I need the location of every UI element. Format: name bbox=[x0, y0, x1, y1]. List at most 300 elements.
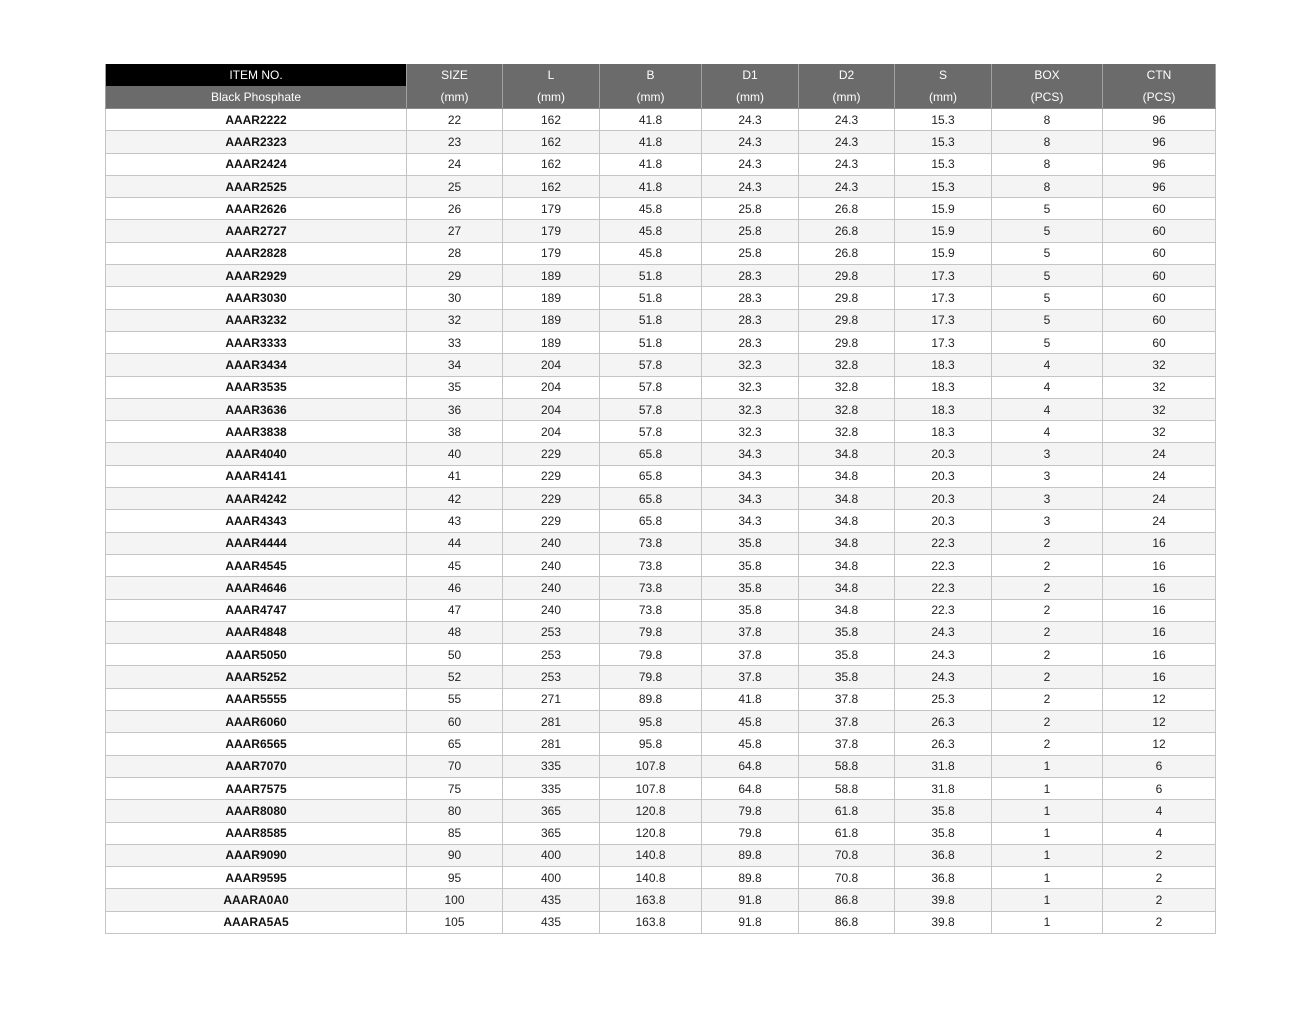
cell-s: 36.8 bbox=[895, 867, 992, 889]
cell-item-no: AAAR4141 bbox=[106, 465, 407, 487]
cell-box: 5 bbox=[992, 220, 1103, 242]
cell-item-no: AAAR4545 bbox=[106, 554, 407, 576]
table-row bbox=[106, 621, 1216, 643]
cell-size: 38 bbox=[407, 421, 503, 443]
cell-b: 65.8 bbox=[600, 465, 702, 487]
table-row bbox=[106, 755, 1216, 777]
cell-box: 1 bbox=[992, 800, 1103, 822]
cell-l: 271 bbox=[503, 688, 600, 710]
unit-d2: (mm) bbox=[799, 86, 895, 109]
cell-l: 162 bbox=[503, 175, 600, 197]
cell-d2: 86.8 bbox=[799, 889, 895, 911]
cell-size: 85 bbox=[407, 822, 503, 844]
cell-s: 31.8 bbox=[895, 777, 992, 799]
cell-s: 36.8 bbox=[895, 844, 992, 866]
table-row bbox=[106, 421, 1216, 443]
cell-d1: 32.3 bbox=[702, 376, 799, 398]
cell-d2: 58.8 bbox=[799, 777, 895, 799]
cell-d2: 29.8 bbox=[799, 331, 895, 353]
table-row bbox=[106, 488, 1216, 510]
cell-l: 240 bbox=[503, 599, 600, 621]
cell-s: 15.3 bbox=[895, 109, 992, 131]
table-row bbox=[106, 242, 1216, 264]
unit-l: (mm) bbox=[503, 86, 600, 109]
cell-ctn: 32 bbox=[1103, 354, 1216, 376]
cell-d2: 70.8 bbox=[799, 844, 895, 866]
cell-ctn: 96 bbox=[1103, 131, 1216, 153]
header-ctn: CTN bbox=[1103, 64, 1216, 86]
cell-b: 45.8 bbox=[600, 242, 702, 264]
table-row bbox=[106, 666, 1216, 688]
cell-d2: 58.8 bbox=[799, 755, 895, 777]
cell-s: 22.3 bbox=[895, 577, 992, 599]
table-row bbox=[106, 198, 1216, 220]
cell-l: 400 bbox=[503, 844, 600, 866]
cell-b: 65.8 bbox=[600, 510, 702, 532]
table-header bbox=[106, 64, 1216, 109]
cell-l: 229 bbox=[503, 443, 600, 465]
cell-ctn: 16 bbox=[1103, 599, 1216, 621]
cell-item-no: AAAR7575 bbox=[106, 777, 407, 799]
cell-l: 335 bbox=[503, 777, 600, 799]
cell-size: 29 bbox=[407, 265, 503, 287]
cell-l: 189 bbox=[503, 265, 600, 287]
cell-size: 100 bbox=[407, 889, 503, 911]
cell-size: 27 bbox=[407, 220, 503, 242]
cell-ctn: 12 bbox=[1103, 711, 1216, 733]
cell-l: 281 bbox=[503, 733, 600, 755]
cell-d2: 24.3 bbox=[799, 175, 895, 197]
cell-d1: 24.3 bbox=[702, 131, 799, 153]
header-finish: Black Phosphate bbox=[106, 86, 407, 109]
cell-item-no: AAAR2929 bbox=[106, 265, 407, 287]
cell-item-no: AAAR4747 bbox=[106, 599, 407, 621]
cell-s: 20.3 bbox=[895, 443, 992, 465]
cell-d1: 64.8 bbox=[702, 777, 799, 799]
table-row bbox=[106, 911, 1216, 933]
cell-item-no: AAARA0A0 bbox=[106, 889, 407, 911]
cell-size: 43 bbox=[407, 510, 503, 532]
table-row bbox=[106, 153, 1216, 175]
cell-box: 8 bbox=[992, 175, 1103, 197]
cell-d1: 25.8 bbox=[702, 242, 799, 264]
cell-d2: 24.3 bbox=[799, 109, 895, 131]
cell-d1: 34.3 bbox=[702, 443, 799, 465]
cell-size: 33 bbox=[407, 331, 503, 353]
cell-box: 5 bbox=[992, 309, 1103, 331]
cell-item-no: AAAR4040 bbox=[106, 443, 407, 465]
header-row-units bbox=[106, 86, 1216, 109]
cell-ctn: 16 bbox=[1103, 644, 1216, 666]
cell-l: 189 bbox=[503, 309, 600, 331]
cell-s: 17.3 bbox=[895, 287, 992, 309]
table-body bbox=[106, 109, 1216, 934]
cell-b: 45.8 bbox=[600, 220, 702, 242]
cell-b: 73.8 bbox=[600, 599, 702, 621]
cell-box: 2 bbox=[992, 733, 1103, 755]
cell-item-no: AAAR2525 bbox=[106, 175, 407, 197]
cell-item-no: AAAR3838 bbox=[106, 421, 407, 443]
cell-box: 1 bbox=[992, 822, 1103, 844]
cell-d2: 34.8 bbox=[799, 443, 895, 465]
cell-b: 41.8 bbox=[600, 175, 702, 197]
cell-d2: 70.8 bbox=[799, 867, 895, 889]
cell-d2: 34.8 bbox=[799, 577, 895, 599]
cell-d2: 26.8 bbox=[799, 242, 895, 264]
cell-item-no: AAAR5050 bbox=[106, 644, 407, 666]
cell-b: 57.8 bbox=[600, 376, 702, 398]
cell-size: 30 bbox=[407, 287, 503, 309]
cell-d2: 24.3 bbox=[799, 131, 895, 153]
cell-item-no: AAAR8080 bbox=[106, 800, 407, 822]
cell-ctn: 60 bbox=[1103, 220, 1216, 242]
cell-size: 52 bbox=[407, 666, 503, 688]
cell-size: 65 bbox=[407, 733, 503, 755]
cell-item-no: AAARA5A5 bbox=[106, 911, 407, 933]
cell-size: 44 bbox=[407, 532, 503, 554]
cell-d2: 34.8 bbox=[799, 510, 895, 532]
cell-d1: 35.8 bbox=[702, 554, 799, 576]
cell-l: 162 bbox=[503, 109, 600, 131]
cell-s: 24.3 bbox=[895, 644, 992, 666]
cell-item-no: AAAR5252 bbox=[106, 666, 407, 688]
cell-l: 229 bbox=[503, 465, 600, 487]
cell-s: 39.8 bbox=[895, 911, 992, 933]
cell-b: 140.8 bbox=[600, 844, 702, 866]
cell-l: 179 bbox=[503, 220, 600, 242]
cell-b: 51.8 bbox=[600, 309, 702, 331]
table-row bbox=[106, 109, 1216, 131]
cell-size: 75 bbox=[407, 777, 503, 799]
cell-b: 41.8 bbox=[600, 153, 702, 175]
cell-box: 1 bbox=[992, 844, 1103, 866]
cell-l: 365 bbox=[503, 800, 600, 822]
cell-s: 18.3 bbox=[895, 376, 992, 398]
cell-ctn: 60 bbox=[1103, 265, 1216, 287]
cell-ctn: 12 bbox=[1103, 733, 1216, 755]
cell-l: 204 bbox=[503, 376, 600, 398]
cell-l: 281 bbox=[503, 711, 600, 733]
cell-box: 4 bbox=[992, 421, 1103, 443]
cell-l: 365 bbox=[503, 822, 600, 844]
table-row bbox=[106, 131, 1216, 153]
cell-d1: 35.8 bbox=[702, 599, 799, 621]
cell-size: 34 bbox=[407, 354, 503, 376]
cell-item-no: AAAR2727 bbox=[106, 220, 407, 242]
cell-item-no: AAAR3232 bbox=[106, 309, 407, 331]
cell-b: 79.8 bbox=[600, 644, 702, 666]
cell-item-no: AAAR3333 bbox=[106, 331, 407, 353]
cell-d1: 28.3 bbox=[702, 331, 799, 353]
cell-l: 204 bbox=[503, 421, 600, 443]
cell-b: 163.8 bbox=[600, 889, 702, 911]
cell-s: 20.3 bbox=[895, 465, 992, 487]
cell-d2: 37.8 bbox=[799, 711, 895, 733]
cell-ctn: 60 bbox=[1103, 198, 1216, 220]
table-row bbox=[106, 688, 1216, 710]
cell-b: 89.8 bbox=[600, 688, 702, 710]
cell-item-no: AAAR4242 bbox=[106, 488, 407, 510]
cell-size: 80 bbox=[407, 800, 503, 822]
cell-d2: 86.8 bbox=[799, 911, 895, 933]
cell-box: 5 bbox=[992, 265, 1103, 287]
cell-size: 32 bbox=[407, 309, 503, 331]
cell-size: 95 bbox=[407, 867, 503, 889]
cell-d1: 34.3 bbox=[702, 465, 799, 487]
cell-box: 2 bbox=[992, 577, 1103, 599]
cell-s: 35.8 bbox=[895, 800, 992, 822]
cell-ctn: 96 bbox=[1103, 109, 1216, 131]
cell-size: 55 bbox=[407, 688, 503, 710]
cell-box: 2 bbox=[992, 644, 1103, 666]
table-row bbox=[106, 822, 1216, 844]
cell-ctn: 24 bbox=[1103, 510, 1216, 532]
cell-ctn: 32 bbox=[1103, 398, 1216, 420]
cell-b: 140.8 bbox=[600, 867, 702, 889]
header-item-no: ITEM NO. bbox=[106, 64, 407, 86]
cell-d1: 89.8 bbox=[702, 844, 799, 866]
cell-box: 8 bbox=[992, 109, 1103, 131]
cell-s: 24.3 bbox=[895, 621, 992, 643]
cell-s: 26.3 bbox=[895, 711, 992, 733]
table-row bbox=[106, 443, 1216, 465]
cell-l: 204 bbox=[503, 354, 600, 376]
cell-size: 28 bbox=[407, 242, 503, 264]
cell-size: 36 bbox=[407, 398, 503, 420]
cell-size: 70 bbox=[407, 755, 503, 777]
cell-box: 4 bbox=[992, 376, 1103, 398]
cell-item-no: AAAR4343 bbox=[106, 510, 407, 532]
cell-s: 22.3 bbox=[895, 599, 992, 621]
cell-d2: 37.8 bbox=[799, 733, 895, 755]
cell-box: 2 bbox=[992, 599, 1103, 621]
cell-ctn: 60 bbox=[1103, 331, 1216, 353]
cell-s: 22.3 bbox=[895, 532, 992, 554]
cell-d1: 37.8 bbox=[702, 666, 799, 688]
cell-s: 17.3 bbox=[895, 265, 992, 287]
cell-d1: 28.3 bbox=[702, 309, 799, 331]
unit-s: (mm) bbox=[895, 86, 992, 109]
cell-b: 120.8 bbox=[600, 822, 702, 844]
cell-d1: 64.8 bbox=[702, 755, 799, 777]
cell-l: 435 bbox=[503, 911, 600, 933]
cell-d1: 34.3 bbox=[702, 488, 799, 510]
cell-s: 31.8 bbox=[895, 755, 992, 777]
cell-l: 253 bbox=[503, 644, 600, 666]
cell-ctn: 16 bbox=[1103, 554, 1216, 576]
cell-l: 162 bbox=[503, 131, 600, 153]
cell-s: 17.3 bbox=[895, 309, 992, 331]
cell-b: 79.8 bbox=[600, 666, 702, 688]
cell-item-no: AAAR2323 bbox=[106, 131, 407, 153]
cell-d1: 45.8 bbox=[702, 733, 799, 755]
cell-ctn: 4 bbox=[1103, 800, 1216, 822]
cell-d2: 35.8 bbox=[799, 621, 895, 643]
cell-item-no: AAAR3434 bbox=[106, 354, 407, 376]
cell-l: 179 bbox=[503, 198, 600, 220]
cell-d1: 32.3 bbox=[702, 354, 799, 376]
cell-b: 51.8 bbox=[600, 287, 702, 309]
cell-item-no: AAAR2626 bbox=[106, 198, 407, 220]
cell-ctn: 24 bbox=[1103, 488, 1216, 510]
table-row bbox=[106, 331, 1216, 353]
cell-s: 18.3 bbox=[895, 398, 992, 420]
cell-d1: 89.8 bbox=[702, 867, 799, 889]
cell-s: 20.3 bbox=[895, 510, 992, 532]
cell-d1: 28.3 bbox=[702, 287, 799, 309]
table-row bbox=[106, 532, 1216, 554]
cell-d2: 32.8 bbox=[799, 398, 895, 420]
cell-s: 39.8 bbox=[895, 889, 992, 911]
cell-box: 1 bbox=[992, 889, 1103, 911]
cell-d1: 45.8 bbox=[702, 711, 799, 733]
cell-d1: 25.8 bbox=[702, 198, 799, 220]
cell-b: 163.8 bbox=[600, 911, 702, 933]
cell-box: 5 bbox=[992, 242, 1103, 264]
cell-l: 240 bbox=[503, 554, 600, 576]
cell-l: 162 bbox=[503, 153, 600, 175]
cell-size: 42 bbox=[407, 488, 503, 510]
cell-box: 5 bbox=[992, 287, 1103, 309]
cell-b: 95.8 bbox=[600, 711, 702, 733]
cell-s: 22.3 bbox=[895, 554, 992, 576]
cell-ctn: 60 bbox=[1103, 242, 1216, 264]
table-row bbox=[106, 844, 1216, 866]
cell-d2: 34.8 bbox=[799, 554, 895, 576]
cell-box: 2 bbox=[992, 621, 1103, 643]
header-b: B bbox=[600, 64, 702, 86]
cell-d1: 37.8 bbox=[702, 644, 799, 666]
table-row bbox=[106, 867, 1216, 889]
cell-d2: 34.8 bbox=[799, 488, 895, 510]
cell-l: 189 bbox=[503, 287, 600, 309]
cell-l: 240 bbox=[503, 577, 600, 599]
cell-size: 47 bbox=[407, 599, 503, 621]
cell-d1: 91.8 bbox=[702, 889, 799, 911]
cell-item-no: AAAR4444 bbox=[106, 532, 407, 554]
cell-b: 45.8 bbox=[600, 198, 702, 220]
cell-d1: 24.3 bbox=[702, 153, 799, 175]
cell-ctn: 16 bbox=[1103, 577, 1216, 599]
table-row bbox=[106, 510, 1216, 532]
table-row bbox=[106, 354, 1216, 376]
cell-box: 3 bbox=[992, 465, 1103, 487]
cell-d1: 91.8 bbox=[702, 911, 799, 933]
cell-box: 3 bbox=[992, 488, 1103, 510]
cell-d2: 61.8 bbox=[799, 800, 895, 822]
cell-box: 2 bbox=[992, 688, 1103, 710]
cell-item-no: AAAR2222 bbox=[106, 109, 407, 131]
cell-b: 65.8 bbox=[600, 488, 702, 510]
cell-d2: 26.8 bbox=[799, 220, 895, 242]
cell-d2: 61.8 bbox=[799, 822, 895, 844]
cell-size: 45 bbox=[407, 554, 503, 576]
cell-s: 15.3 bbox=[895, 175, 992, 197]
cell-b: 107.8 bbox=[600, 755, 702, 777]
cell-box: 3 bbox=[992, 510, 1103, 532]
cell-d2: 32.8 bbox=[799, 421, 895, 443]
cell-box: 1 bbox=[992, 755, 1103, 777]
cell-box: 2 bbox=[992, 666, 1103, 688]
cell-size: 41 bbox=[407, 465, 503, 487]
cell-d1: 32.3 bbox=[702, 421, 799, 443]
cell-ctn: 60 bbox=[1103, 309, 1216, 331]
table-row bbox=[106, 287, 1216, 309]
table-row bbox=[106, 398, 1216, 420]
cell-b: 73.8 bbox=[600, 577, 702, 599]
cell-box: 8 bbox=[992, 131, 1103, 153]
table-row bbox=[106, 777, 1216, 799]
cell-s: 18.3 bbox=[895, 421, 992, 443]
cell-box: 5 bbox=[992, 198, 1103, 220]
cell-ctn: 6 bbox=[1103, 755, 1216, 777]
cell-s: 15.3 bbox=[895, 131, 992, 153]
cell-item-no: AAAR6565 bbox=[106, 733, 407, 755]
unit-ctn: (PCS) bbox=[1103, 86, 1216, 109]
cell-size: 40 bbox=[407, 443, 503, 465]
cell-l: 335 bbox=[503, 755, 600, 777]
cell-d1: 28.3 bbox=[702, 265, 799, 287]
cell-ctn: 12 bbox=[1103, 688, 1216, 710]
cell-d1: 79.8 bbox=[702, 822, 799, 844]
cell-ctn: 24 bbox=[1103, 443, 1216, 465]
cell-size: 24 bbox=[407, 153, 503, 175]
cell-box: 4 bbox=[992, 354, 1103, 376]
table-row bbox=[106, 376, 1216, 398]
cell-d2: 26.8 bbox=[799, 198, 895, 220]
header-row-titles bbox=[106, 64, 1216, 86]
cell-d1: 24.3 bbox=[702, 109, 799, 131]
header-l: L bbox=[503, 64, 600, 86]
cell-l: 253 bbox=[503, 621, 600, 643]
cell-ctn: 60 bbox=[1103, 287, 1216, 309]
cell-d1: 41.8 bbox=[702, 688, 799, 710]
cell-ctn: 32 bbox=[1103, 421, 1216, 443]
cell-d2: 34.8 bbox=[799, 532, 895, 554]
cell-s: 15.9 bbox=[895, 242, 992, 264]
cell-b: 73.8 bbox=[600, 532, 702, 554]
cell-s: 26.3 bbox=[895, 733, 992, 755]
cell-d2: 34.8 bbox=[799, 599, 895, 621]
cell-box: 1 bbox=[992, 911, 1103, 933]
cell-b: 65.8 bbox=[600, 443, 702, 465]
table-row bbox=[106, 220, 1216, 242]
header-size: SIZE bbox=[407, 64, 503, 86]
cell-size: 22 bbox=[407, 109, 503, 131]
cell-d1: 34.3 bbox=[702, 510, 799, 532]
cell-ctn: 24 bbox=[1103, 465, 1216, 487]
cell-d2: 29.8 bbox=[799, 287, 895, 309]
cell-b: 57.8 bbox=[600, 398, 702, 420]
cell-item-no: AAAR9595 bbox=[106, 867, 407, 889]
cell-size: 26 bbox=[407, 198, 503, 220]
cell-ctn: 16 bbox=[1103, 666, 1216, 688]
cell-size: 60 bbox=[407, 711, 503, 733]
cell-box: 8 bbox=[992, 153, 1103, 175]
cell-d2: 32.8 bbox=[799, 354, 895, 376]
cell-s: 15.9 bbox=[895, 220, 992, 242]
table-row bbox=[106, 644, 1216, 666]
cell-l: 229 bbox=[503, 488, 600, 510]
table-row bbox=[106, 309, 1216, 331]
cell-l: 189 bbox=[503, 331, 600, 353]
cell-ctn: 6 bbox=[1103, 777, 1216, 799]
cell-b: 41.8 bbox=[600, 131, 702, 153]
cell-box: 1 bbox=[992, 867, 1103, 889]
cell-item-no: AAAR3636 bbox=[106, 398, 407, 420]
table-row bbox=[106, 265, 1216, 287]
cell-d1: 32.3 bbox=[702, 398, 799, 420]
